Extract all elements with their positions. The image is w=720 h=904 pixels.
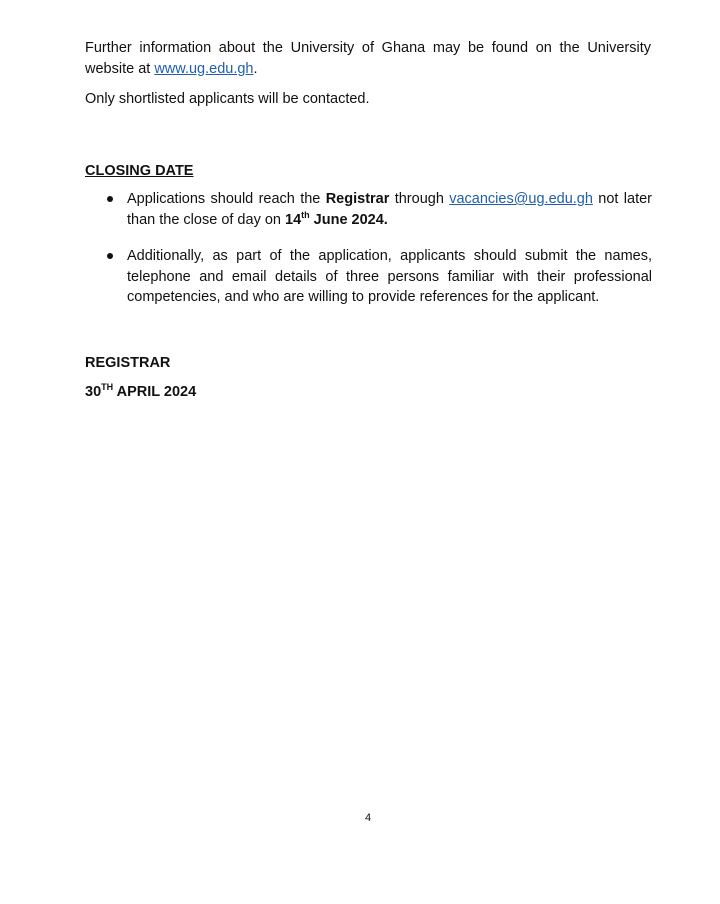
closing-date-heading: CLOSING DATE [85, 163, 194, 179]
signature-title: REGISTRAR [85, 355, 171, 371]
intro-text: Further information about the University of Ghana may be found on the University website at [85, 40, 651, 77]
shortlist-text: Only shortlisted applicants will be contacted. [85, 91, 370, 107]
signature-day: 30 [85, 384, 102, 400]
closing-month-year: June 2024. [309, 211, 388, 228]
closing-day: 14 [285, 211, 302, 228]
signature-date [85, 382, 196, 402]
intro-period: . [253, 61, 258, 77]
intro-paragraph [85, 38, 651, 80]
signature-month-year: APRIL 2024 [113, 384, 197, 400]
closing-day-suffix: th [301, 209, 310, 220]
bullet-icon [107, 253, 113, 259]
bullet-text-segment: Applications should reach the [127, 191, 326, 207]
university-website-link[interactable]: www.ug.edu.gh [154, 61, 254, 77]
bullet-icon [107, 196, 113, 202]
bullet-text-references: Additionally, as part of the application, applicants should submit the names, telephone and email details of three persons familiar with their professional competencies, and who are willing to provide references for the applicant. [127, 248, 652, 305]
bullet-text-segment: not later than the close of day on [127, 191, 652, 228]
shortlist-notice [85, 89, 651, 110]
closing-date-bold [285, 209, 388, 228]
registrar-bold: Registrar [325, 191, 390, 207]
bullet-text-segment: through [389, 191, 450, 207]
vacancies-email-link[interactable]: vacancies@ug.edu.gh [449, 191, 593, 207]
bullet-text-application [127, 189, 652, 230]
page-number: 4 [364, 812, 372, 824]
signature-day-suffix: TH [101, 382, 114, 393]
